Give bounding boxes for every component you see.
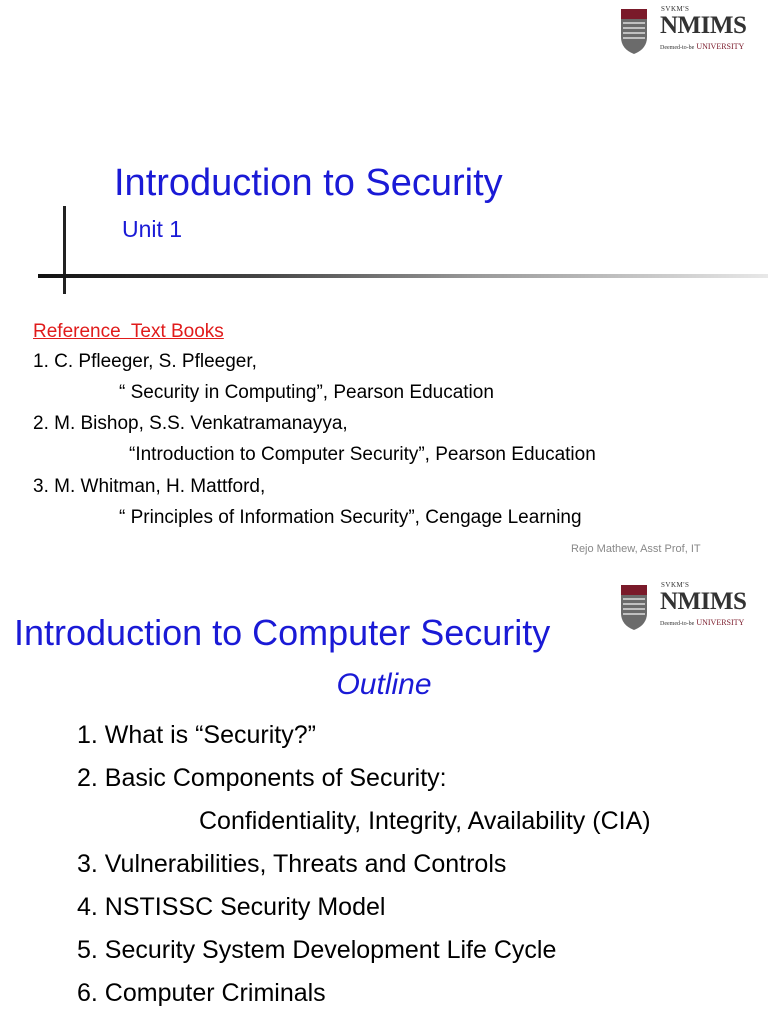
outline-item: 5. Security System Development Life Cycle [77,936,557,964]
reference-heading: Reference Text Books [33,321,224,342]
logo-main-text: NMIMS [660,12,747,39]
author-footer: Rejo Mathew, Asst Prof, IT [571,543,701,555]
reference-detail: “Introduction to Computer Security”, Pearson Education [129,444,596,465]
nmims-logo [619,5,751,59]
logo-small-text: SVKM'S [661,5,690,13]
slide-title: Introduction to Computer Security [14,612,551,653]
outline-item: 6. Computer Criminals [77,979,326,1007]
outline-item: 3. Vulnerabilities, Threats and Controls [77,850,507,878]
vertical-divider [63,206,66,294]
outline-item: 4. NSTISSC Security Model [77,893,386,921]
slide-subtitle: Unit 1 [122,216,183,242]
logo-sub-prefix: Deemed-to-be [660,45,695,51]
logo-sub-text [660,618,744,627]
outline-item: 1. What is “Security?” [77,721,316,749]
nmims-logo [619,581,751,635]
outline-item: 2. Basic Components of Security: [77,764,447,792]
reference-item: 3. M. Whitman, H. Mattford, [33,476,266,497]
logo-sub-word: UNIVERSITY [696,618,745,627]
shield-icon [619,583,649,631]
horizontal-divider [38,274,768,278]
reference-detail: “ Security in Computing”, Pearson Education [119,382,494,403]
reference-detail: “ Principles of Information Security”, Cengage Learning [119,507,582,528]
reference-item: 1. C. Pfleeger, S. Pfleeger, [33,351,257,372]
logo-sub-prefix: Deemed-to-be [660,621,695,627]
shield-icon [619,7,649,55]
logo-sub-text [660,42,744,51]
logo-sub-word: UNIVERSITY [696,42,745,51]
logo-small-text: SVKM'S [661,581,690,589]
outline-subitem: Confidentiality, Integrity, Availability (CIA) [199,807,651,835]
slide-title: Introduction to Security [114,162,503,204]
slide-2 [0,566,768,1024]
reference-item: 2. M. Bishop, S.S. Venkatramanayya, [33,413,348,434]
outline-heading: Outline [336,668,432,701]
logo-main-text: NMIMS [660,588,747,615]
